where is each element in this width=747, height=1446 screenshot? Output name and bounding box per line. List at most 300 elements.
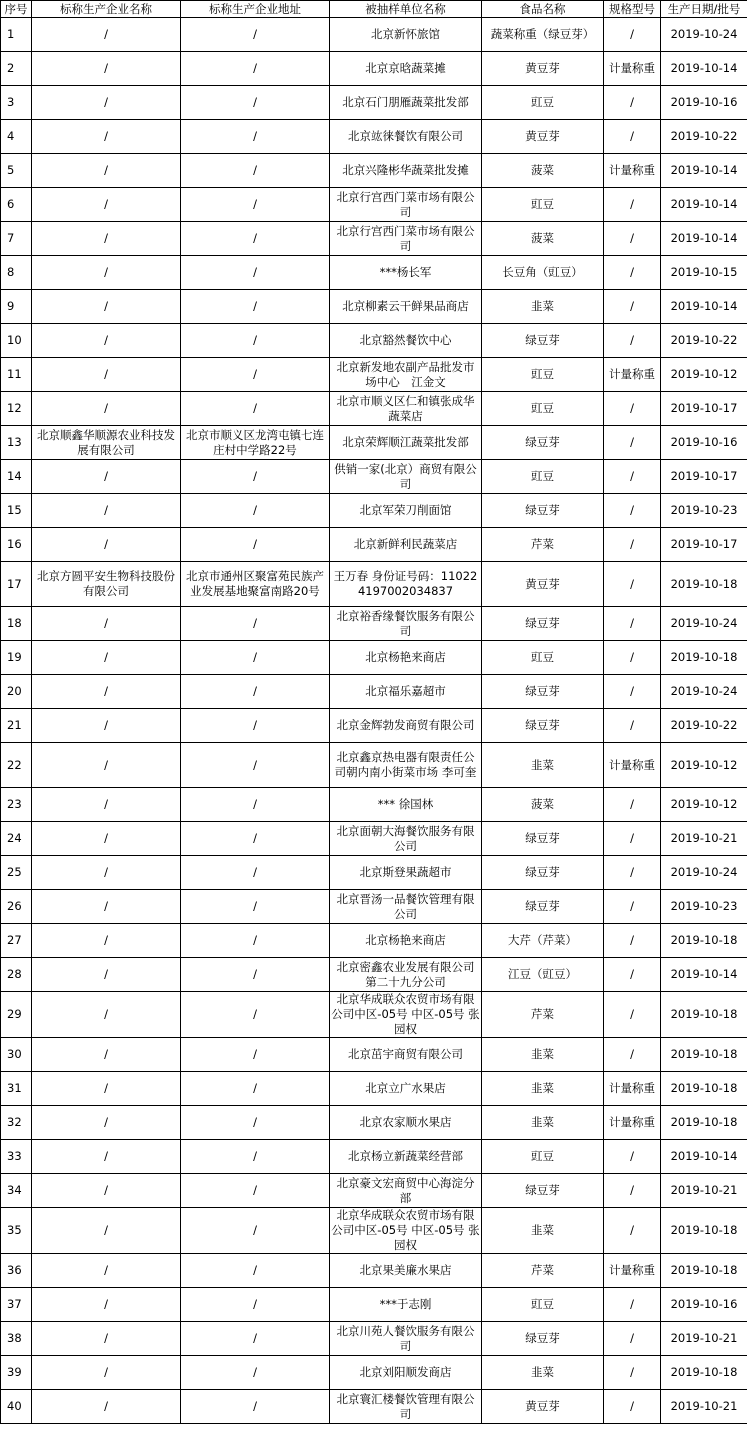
cell-sampled-unit: 北京豪文宏商贸中心海淀分部 bbox=[330, 1174, 482, 1208]
cell-date: 2019-10-18 bbox=[661, 1208, 747, 1254]
cell-date: 2019-10-23 bbox=[661, 890, 747, 924]
table-row bbox=[1, 1322, 747, 1356]
table-row bbox=[1, 1140, 747, 1174]
cell-seq: 35 bbox=[1, 1208, 32, 1254]
table-row bbox=[1, 86, 747, 120]
cell-sampled-unit: 北京新鲜利民蔬菜店 bbox=[330, 528, 482, 562]
cell-date: 2019-10-12 bbox=[661, 743, 747, 788]
cell-food-name: 豇豆 bbox=[482, 641, 604, 675]
cell-seq: 34 bbox=[1, 1174, 32, 1208]
cell-seq: 33 bbox=[1, 1140, 32, 1174]
cell-seq: 40 bbox=[1, 1390, 32, 1424]
cell-food-name: 豇豆 bbox=[482, 1288, 604, 1322]
cell-date: 2019-10-21 bbox=[661, 1174, 747, 1208]
cell-sampled-unit: 北京行宫西门菜市场有限公司 bbox=[330, 222, 482, 256]
cell-seq: 11 bbox=[1, 358, 32, 392]
cell-sampled-unit: 供销一家(北京）商贸有限公司 bbox=[330, 460, 482, 494]
cell-address: / bbox=[181, 890, 330, 924]
cell-spec: / bbox=[604, 924, 661, 958]
table-row bbox=[1, 1038, 747, 1072]
cell-spec: / bbox=[604, 392, 661, 426]
cell-seq: 14 bbox=[1, 460, 32, 494]
col-header-seq: 序号 bbox=[1, 1, 32, 18]
cell-seq: 30 bbox=[1, 1038, 32, 1072]
cell-seq: 29 bbox=[1, 992, 32, 1038]
cell-sampled-unit: 北京裕香缘餐饮服务有限公司 bbox=[330, 607, 482, 641]
table-row bbox=[1, 1072, 747, 1106]
cell-seq: 5 bbox=[1, 154, 32, 188]
table-row bbox=[1, 822, 747, 856]
cell-date: 2019-10-12 bbox=[661, 358, 747, 392]
cell-manufacturer: / bbox=[32, 924, 181, 958]
cell-date: 2019-10-24 bbox=[661, 856, 747, 890]
cell-sampled-unit: 北京石门朋雁蔬菜批发部 bbox=[330, 86, 482, 120]
cell-manufacturer: / bbox=[32, 188, 181, 222]
cell-spec: / bbox=[604, 1322, 661, 1356]
table-row bbox=[1, 460, 747, 494]
cell-date: 2019-10-14 bbox=[661, 958, 747, 992]
table-row bbox=[1, 154, 747, 188]
cell-address: / bbox=[181, 324, 330, 358]
cell-manufacturer: / bbox=[32, 890, 181, 924]
cell-date: 2019-10-18 bbox=[661, 1254, 747, 1288]
cell-food-name: 豇豆 bbox=[482, 1140, 604, 1174]
cell-seq: 27 bbox=[1, 924, 32, 958]
cell-date: 2019-10-17 bbox=[661, 392, 747, 426]
cell-food-name: 绿豆芽 bbox=[482, 1174, 604, 1208]
cell-seq: 7 bbox=[1, 222, 32, 256]
cell-spec: / bbox=[604, 822, 661, 856]
cell-address: / bbox=[181, 788, 330, 822]
cell-seq: 9 bbox=[1, 290, 32, 324]
cell-date: 2019-10-12 bbox=[661, 788, 747, 822]
table-row bbox=[1, 528, 747, 562]
table-row bbox=[1, 324, 747, 358]
cell-seq: 20 bbox=[1, 675, 32, 709]
cell-sampled-unit: 北京行宫西门菜市场有限公司 bbox=[330, 188, 482, 222]
table-row bbox=[1, 1356, 747, 1390]
cell-manufacturer: / bbox=[32, 222, 181, 256]
cell-seq: 19 bbox=[1, 641, 32, 675]
table-row bbox=[1, 709, 747, 743]
cell-manufacturer: / bbox=[32, 392, 181, 426]
cell-spec: / bbox=[604, 992, 661, 1038]
table-row bbox=[1, 52, 747, 86]
cell-manufacturer: / bbox=[32, 992, 181, 1038]
cell-spec: / bbox=[604, 86, 661, 120]
cell-food-name: 豇豆 bbox=[482, 358, 604, 392]
cell-manufacturer: / bbox=[32, 641, 181, 675]
cell-address: / bbox=[181, 1288, 330, 1322]
col-header-address: 标称生产企业地址 bbox=[181, 1, 330, 18]
cell-manufacturer: / bbox=[32, 607, 181, 641]
cell-seq: 13 bbox=[1, 426, 32, 460]
cell-food-name: 绿豆芽 bbox=[482, 822, 604, 856]
cell-date: 2019-10-22 bbox=[661, 120, 747, 154]
cell-spec: / bbox=[604, 1038, 661, 1072]
cell-sampled-unit: 北京鑫京热电器有限责任公司朝内南小街菜市场 李可奎 bbox=[330, 743, 482, 788]
cell-sampled-unit: ***于志刚 bbox=[330, 1288, 482, 1322]
cell-address: / bbox=[181, 1254, 330, 1288]
cell-address: / bbox=[181, 528, 330, 562]
cell-manufacturer: / bbox=[32, 675, 181, 709]
cell-seq: 10 bbox=[1, 324, 32, 358]
col-header-food-name: 食品名称 bbox=[482, 1, 604, 18]
cell-manufacturer: / bbox=[32, 1208, 181, 1254]
cell-address: / bbox=[181, 154, 330, 188]
cell-spec: 计量称重 bbox=[604, 52, 661, 86]
cell-address: / bbox=[181, 743, 330, 788]
cell-food-name: 韭菜 bbox=[482, 1038, 604, 1072]
cell-sampled-unit: 北京刘阳顺发商店 bbox=[330, 1356, 482, 1390]
cell-food-name: 芹菜 bbox=[482, 528, 604, 562]
cell-food-name: 绿豆芽 bbox=[482, 324, 604, 358]
table-row bbox=[1, 358, 747, 392]
table-row bbox=[1, 188, 747, 222]
cell-seq: 22 bbox=[1, 743, 32, 788]
header-row bbox=[1, 1, 747, 18]
cell-sampled-unit: 北京杨艳来商店 bbox=[330, 641, 482, 675]
cell-date: 2019-10-22 bbox=[661, 324, 747, 358]
cell-spec: / bbox=[604, 1390, 661, 1424]
cell-address: / bbox=[181, 1072, 330, 1106]
cell-address: / bbox=[181, 188, 330, 222]
cell-sampled-unit: 北京市顺义区仁和镇张成华蔬菜店 bbox=[330, 392, 482, 426]
cell-spec: / bbox=[604, 709, 661, 743]
cell-manufacturer: / bbox=[32, 1390, 181, 1424]
cell-spec: / bbox=[604, 1288, 661, 1322]
cell-date: 2019-10-21 bbox=[661, 822, 747, 856]
cell-address: / bbox=[181, 1356, 330, 1390]
cell-food-name: 黄豆芽 bbox=[482, 120, 604, 154]
cell-food-name: 菠菜 bbox=[482, 222, 604, 256]
cell-food-name: 韭菜 bbox=[482, 1072, 604, 1106]
cell-manufacturer: / bbox=[32, 709, 181, 743]
cell-sampled-unit: 北京晋汤一品餐饮管理有限公司 bbox=[330, 890, 482, 924]
cell-sampled-unit: 北京金辉勃发商贸有限公司 bbox=[330, 709, 482, 743]
col-header-sampled-unit: 被抽样单位名称 bbox=[330, 1, 482, 18]
cell-food-name: 豇豆 bbox=[482, 460, 604, 494]
cell-spec: / bbox=[604, 1356, 661, 1390]
cell-address: / bbox=[181, 86, 330, 120]
table-row bbox=[1, 18, 747, 52]
cell-spec: / bbox=[604, 788, 661, 822]
table-row bbox=[1, 256, 747, 290]
cell-address: / bbox=[181, 1174, 330, 1208]
cell-date: 2019-10-14 bbox=[661, 188, 747, 222]
cell-seq: 28 bbox=[1, 958, 32, 992]
table-row bbox=[1, 1254, 747, 1288]
cell-manufacturer: / bbox=[32, 822, 181, 856]
cell-sampled-unit: 北京新怀旅馆 bbox=[330, 18, 482, 52]
cell-date: 2019-10-24 bbox=[661, 675, 747, 709]
cell-manufacturer: / bbox=[32, 1322, 181, 1356]
cell-manufacturer: / bbox=[32, 460, 181, 494]
cell-food-name: 绿豆芽 bbox=[482, 890, 604, 924]
cell-seq: 37 bbox=[1, 1288, 32, 1322]
cell-date: 2019-10-21 bbox=[661, 1390, 747, 1424]
cell-food-name: 绿豆芽 bbox=[482, 1322, 604, 1356]
table-row bbox=[1, 426, 747, 460]
cell-spec: 计量称重 bbox=[604, 1072, 661, 1106]
cell-spec: / bbox=[604, 562, 661, 607]
table-row bbox=[1, 607, 747, 641]
cell-food-name: 蔬菜称重（绿豆芽） bbox=[482, 18, 604, 52]
cell-food-name: 菠菜 bbox=[482, 154, 604, 188]
cell-spec: / bbox=[604, 1174, 661, 1208]
table-row bbox=[1, 1288, 747, 1322]
table-row bbox=[1, 494, 747, 528]
cell-address: / bbox=[181, 924, 330, 958]
cell-sampled-unit: 北京新发地农副产品批发市场中心 江金文 bbox=[330, 358, 482, 392]
table-row bbox=[1, 392, 747, 426]
cell-sampled-unit: 北京川苑人餐饮服务有限公司 bbox=[330, 1322, 482, 1356]
col-header-manufacturer: 标称生产企业名称 bbox=[32, 1, 181, 18]
table-row bbox=[1, 958, 747, 992]
cell-seq: 1 bbox=[1, 18, 32, 52]
cell-date: 2019-10-14 bbox=[661, 52, 747, 86]
cell-manufacturer: / bbox=[32, 1140, 181, 1174]
cell-manufacturer: / bbox=[32, 1106, 181, 1140]
table-row bbox=[1, 992, 747, 1038]
cell-seq: 21 bbox=[1, 709, 32, 743]
cell-spec: 计量称重 bbox=[604, 743, 661, 788]
table-row bbox=[1, 222, 747, 256]
cell-address: 北京市顺义区龙湾屯镇七连庄村中学路22号 bbox=[181, 426, 330, 460]
cell-sampled-unit: 北京兴隆彬华蔬菜批发摊 bbox=[330, 154, 482, 188]
table-row bbox=[1, 890, 747, 924]
cell-date: 2019-10-14 bbox=[661, 222, 747, 256]
cell-date: 2019-10-15 bbox=[661, 256, 747, 290]
cell-manufacturer: / bbox=[32, 494, 181, 528]
cell-manufacturer: 北京方圆平安生物科技股份有限公司 bbox=[32, 562, 181, 607]
col-header-date: 生产日期/批号 bbox=[661, 1, 747, 18]
cell-food-name: 芹菜 bbox=[482, 1254, 604, 1288]
cell-spec: / bbox=[604, 607, 661, 641]
cell-date: 2019-10-21 bbox=[661, 1322, 747, 1356]
cell-spec: / bbox=[604, 856, 661, 890]
cell-manufacturer: / bbox=[32, 1288, 181, 1322]
cell-sampled-unit: 北京柳素云干鲜果品商店 bbox=[330, 290, 482, 324]
cell-address: / bbox=[181, 607, 330, 641]
cell-manufacturer: / bbox=[32, 743, 181, 788]
table-row bbox=[1, 675, 747, 709]
cell-spec: / bbox=[604, 324, 661, 358]
cell-date: 2019-10-24 bbox=[661, 18, 747, 52]
cell-sampled-unit: 北京豁然餐饮中心 bbox=[330, 324, 482, 358]
cell-food-name: 绿豆芽 bbox=[482, 675, 604, 709]
cell-spec: 计量称重 bbox=[604, 154, 661, 188]
cell-food-name: 菠菜 bbox=[482, 788, 604, 822]
cell-address: / bbox=[181, 392, 330, 426]
cell-food-name: 绿豆芽 bbox=[482, 709, 604, 743]
cell-address: / bbox=[181, 822, 330, 856]
cell-address: / bbox=[181, 1208, 330, 1254]
cell-manufacturer: 北京顺鑫华顺源农业科技发展有限公司 bbox=[32, 426, 181, 460]
cell-seq: 31 bbox=[1, 1072, 32, 1106]
table-row bbox=[1, 290, 747, 324]
col-header-spec: 规格型号 bbox=[604, 1, 661, 18]
cell-address: / bbox=[181, 958, 330, 992]
cell-manufacturer: / bbox=[32, 1174, 181, 1208]
cell-date: 2019-10-16 bbox=[661, 86, 747, 120]
cell-spec: / bbox=[604, 675, 661, 709]
cell-address: / bbox=[181, 120, 330, 154]
cell-spec: / bbox=[604, 120, 661, 154]
cell-date: 2019-10-18 bbox=[661, 562, 747, 607]
cell-manufacturer: / bbox=[32, 528, 181, 562]
table-row bbox=[1, 924, 747, 958]
cell-food-name: 长豆角（豇豆） bbox=[482, 256, 604, 290]
cell-food-name: 韭菜 bbox=[482, 1106, 604, 1140]
table-row bbox=[1, 1106, 747, 1140]
cell-date: 2019-10-18 bbox=[661, 1106, 747, 1140]
cell-sampled-unit: 北京面朝大海餐饮服务有限公司 bbox=[330, 822, 482, 856]
cell-address: / bbox=[181, 460, 330, 494]
cell-manufacturer: / bbox=[32, 290, 181, 324]
cell-food-name: 绿豆芽 bbox=[482, 856, 604, 890]
cell-sampled-unit: 北京立广水果店 bbox=[330, 1072, 482, 1106]
cell-sampled-unit: 北京杨艳来商店 bbox=[330, 924, 482, 958]
cell-sampled-unit: 北京茁宇商贸有限公司 bbox=[330, 1038, 482, 1072]
cell-food-name: 韭菜 bbox=[482, 290, 604, 324]
table-row bbox=[1, 641, 747, 675]
cell-manufacturer: / bbox=[32, 86, 181, 120]
cell-manufacturer: / bbox=[32, 256, 181, 290]
cell-manufacturer: / bbox=[32, 18, 181, 52]
cell-spec: 计量称重 bbox=[604, 1254, 661, 1288]
cell-seq: 24 bbox=[1, 822, 32, 856]
cell-spec: / bbox=[604, 290, 661, 324]
cell-address: / bbox=[181, 358, 330, 392]
cell-food-name: 绿豆芽 bbox=[482, 426, 604, 460]
cell-address: / bbox=[181, 1140, 330, 1174]
cell-food-name: 韭菜 bbox=[482, 743, 604, 788]
cell-sampled-unit: ***杨长军 bbox=[330, 256, 482, 290]
cell-spec: / bbox=[604, 222, 661, 256]
cell-seq: 6 bbox=[1, 188, 32, 222]
cell-food-name: 豇豆 bbox=[482, 86, 604, 120]
cell-address: / bbox=[181, 675, 330, 709]
cell-spec: / bbox=[604, 460, 661, 494]
cell-seq: 25 bbox=[1, 856, 32, 890]
cell-date: 2019-10-18 bbox=[661, 924, 747, 958]
cell-date: 2019-10-16 bbox=[661, 426, 747, 460]
cell-sampled-unit: 王万春 身份证号码：110224197002034837 bbox=[330, 562, 482, 607]
cell-date: 2019-10-17 bbox=[661, 460, 747, 494]
cell-spec: / bbox=[604, 18, 661, 52]
cell-address: / bbox=[181, 222, 330, 256]
cell-sampled-unit: 北京农家顺水果店 bbox=[330, 1106, 482, 1140]
cell-spec: 计量称重 bbox=[604, 358, 661, 392]
cell-food-name: 黄豆芽 bbox=[482, 52, 604, 86]
cell-address: / bbox=[181, 1390, 330, 1424]
cell-sampled-unit: 北京京晗蔬菜摊 bbox=[330, 52, 482, 86]
cell-manufacturer: / bbox=[32, 324, 181, 358]
cell-seq: 38 bbox=[1, 1322, 32, 1356]
cell-food-name: 芹菜 bbox=[482, 992, 604, 1038]
cell-seq: 26 bbox=[1, 890, 32, 924]
cell-seq: 16 bbox=[1, 528, 32, 562]
cell-sampled-unit: 北京斯登果蔬超市 bbox=[330, 856, 482, 890]
cell-date: 2019-10-18 bbox=[661, 641, 747, 675]
cell-seq: 17 bbox=[1, 562, 32, 607]
cell-address: / bbox=[181, 52, 330, 86]
cell-sampled-unit: *** 徐国林 bbox=[330, 788, 482, 822]
cell-address: 北京市通州区聚富苑民族产业发展基地聚富南路20号 bbox=[181, 562, 330, 607]
cell-seq: 15 bbox=[1, 494, 32, 528]
cell-address: / bbox=[181, 856, 330, 890]
cell-spec: 计量称重 bbox=[604, 1106, 661, 1140]
cell-seq: 12 bbox=[1, 392, 32, 426]
cell-seq: 8 bbox=[1, 256, 32, 290]
cell-address: / bbox=[181, 992, 330, 1038]
table-row bbox=[1, 120, 747, 154]
cell-address: / bbox=[181, 1038, 330, 1072]
cell-food-name: 豇豆 bbox=[482, 392, 604, 426]
cell-sampled-unit: 北京竑徕餐饮有限公司 bbox=[330, 120, 482, 154]
cell-date: 2019-10-14 bbox=[661, 1140, 747, 1174]
cell-date: 2019-10-18 bbox=[661, 1038, 747, 1072]
cell-date: 2019-10-17 bbox=[661, 528, 747, 562]
cell-spec: / bbox=[604, 494, 661, 528]
cell-date: 2019-10-24 bbox=[661, 607, 747, 641]
cell-seq: 18 bbox=[1, 607, 32, 641]
cell-manufacturer: / bbox=[32, 120, 181, 154]
table-row bbox=[1, 1208, 747, 1254]
cell-address: / bbox=[181, 1106, 330, 1140]
cell-date: 2019-10-18 bbox=[661, 1072, 747, 1106]
cell-address: / bbox=[181, 641, 330, 675]
cell-address: / bbox=[181, 709, 330, 743]
cell-food-name: 绿豆芽 bbox=[482, 494, 604, 528]
cell-address: / bbox=[181, 18, 330, 52]
cell-sampled-unit: 北京密鑫农业发展有限公司第二十九分公司 bbox=[330, 958, 482, 992]
cell-spec: / bbox=[604, 426, 661, 460]
cell-spec: / bbox=[604, 1140, 661, 1174]
cell-food-name: 大芹（芹菜） bbox=[482, 924, 604, 958]
cell-seq: 4 bbox=[1, 120, 32, 154]
cell-sampled-unit: 北京军荣刀削面馆 bbox=[330, 494, 482, 528]
cell-manufacturer: / bbox=[32, 154, 181, 188]
table-row bbox=[1, 856, 747, 890]
cell-manufacturer: / bbox=[32, 1038, 181, 1072]
cell-sampled-unit: 北京福乐嘉超市 bbox=[330, 675, 482, 709]
table-row bbox=[1, 562, 747, 607]
cell-spec: / bbox=[604, 890, 661, 924]
cell-date: 2019-10-18 bbox=[661, 992, 747, 1038]
cell-seq: 39 bbox=[1, 1356, 32, 1390]
cell-spec: / bbox=[604, 641, 661, 675]
cell-food-name: 韭菜 bbox=[482, 1356, 604, 1390]
cell-manufacturer: / bbox=[32, 1356, 181, 1390]
cell-date: 2019-10-16 bbox=[661, 1288, 747, 1322]
cell-seq: 23 bbox=[1, 788, 32, 822]
cell-date: 2019-10-14 bbox=[661, 290, 747, 324]
table-row bbox=[1, 788, 747, 822]
cell-spec: / bbox=[604, 958, 661, 992]
table-body bbox=[1, 18, 747, 1424]
cell-address: / bbox=[181, 256, 330, 290]
cell-seq: 2 bbox=[1, 52, 32, 86]
cell-spec: / bbox=[604, 256, 661, 290]
cell-date: 2019-10-14 bbox=[661, 154, 747, 188]
cell-address: / bbox=[181, 1322, 330, 1356]
cell-sampled-unit: 北京华成联众农贸市场有限公司中区-05号 中区-05号 张园权 bbox=[331, 992, 480, 1036]
cell-sampled-unit: 北京华成联众农贸市场有限公司中区-05号 中区-05号 张园权 bbox=[331, 1208, 480, 1252]
cell-address: / bbox=[181, 290, 330, 324]
cell-seq: 36 bbox=[1, 1254, 32, 1288]
